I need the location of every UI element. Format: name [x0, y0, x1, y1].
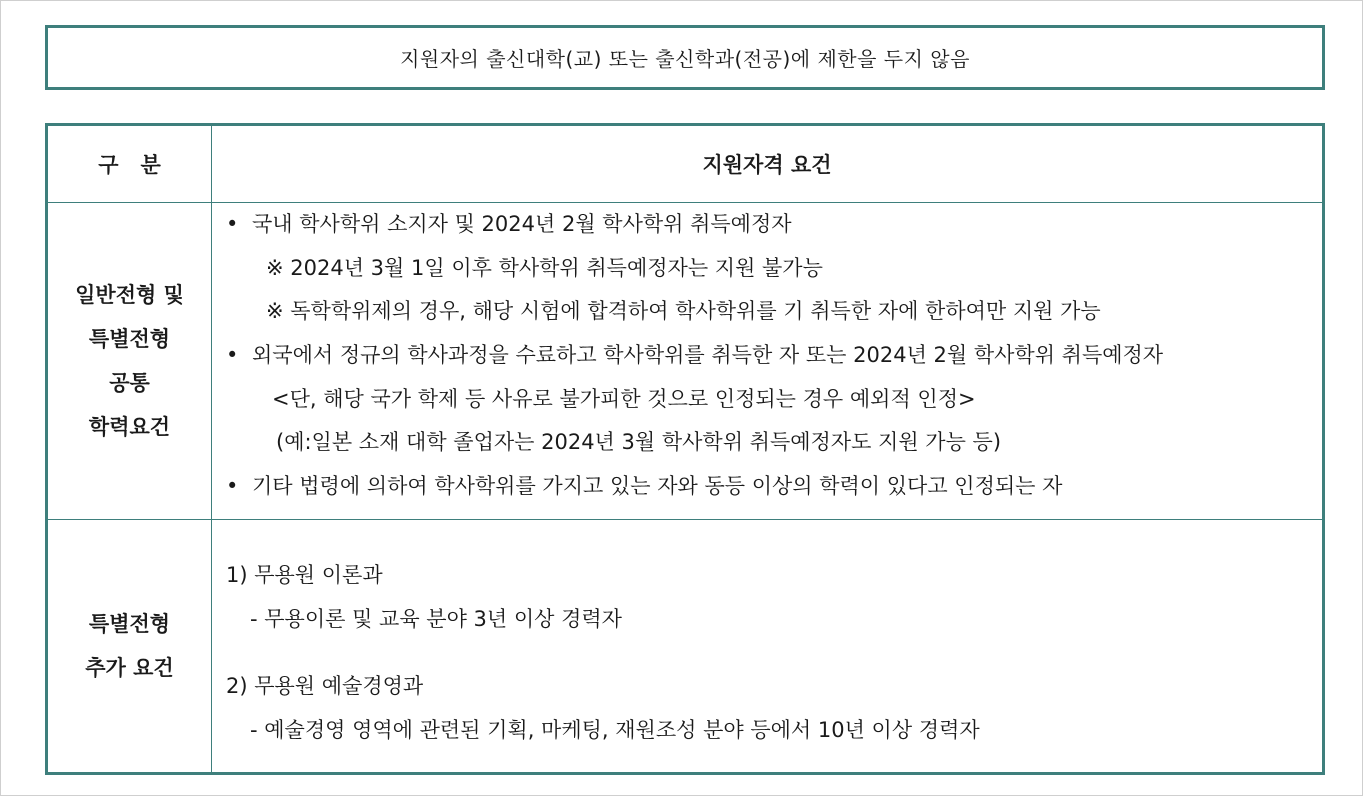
notice-text: 지원자의 출신대학(교) 또는 출신학과(전공)에 제한을 두지 않음	[400, 47, 970, 71]
list-item: • 국내 학사학위 소지자 및 2024년 2월 학사학위 취득예정자	[226, 203, 1322, 247]
list-item: • 기타 법령에 의하여 학사학위를 가지고 있는 자와 동등 이상의 학력이 있다고 인정되는 자	[226, 465, 1322, 509]
table-row	[47, 203, 1324, 520]
list-item: 1) 무용원 이론과	[226, 563, 383, 588]
header-requirement: 지원자격 요건	[212, 125, 1324, 203]
row-label-special: 특별전형 추가 요건	[47, 520, 212, 774]
list-subitem: - 예술경영 영역에 관련된 기획, 마케팅, 재원조성 분야 등에서 10년 이상 경력자	[250, 717, 980, 742]
row-content-special	[212, 520, 1324, 774]
note-item: ※ 독학학위제의 경우, 해당 시험에 합격하여 학사학위를 기 취득한 자에 한하여만 지원 가능	[266, 299, 1101, 324]
note-item: ※ 2024년 3월 1일 이후 학사학위 취득예정자는 지원 불가능	[266, 255, 823, 280]
list-item: • 외국에서 정규의 학사과정을 수료하고 학사학위를 취득한 자 또는 2024년 2월 학사학위 취득예정자	[226, 334, 1322, 378]
note-item: <단, 해당 국가 학제 등 사유로 불가피한 것으로 인정되는 경우 예외적 인정>	[272, 386, 976, 411]
requirements-table	[45, 123, 1325, 775]
row-content-common	[212, 203, 1324, 520]
table-row	[47, 520, 1324, 774]
header-category: 구 분	[47, 125, 212, 203]
list-subitem: - 무용이론 및 교육 분야 3년 이상 경력자	[250, 606, 622, 631]
list-item: 2) 무용원 예술경영과	[226, 674, 424, 699]
bullet-icon: •	[226, 343, 239, 368]
note-item: (예:일본 소재 대학 졸업자는 2024년 3월 학사학위 취득예정자도 지원 가능 등)	[276, 430, 1002, 455]
row-label-common: 일반전형 및 특별전형 공통 학력요건	[47, 203, 212, 520]
bullet-icon: •	[226, 212, 239, 237]
bullet-icon: •	[226, 473, 239, 498]
notice-box	[45, 25, 1325, 90]
table-header-row	[47, 125, 1324, 203]
